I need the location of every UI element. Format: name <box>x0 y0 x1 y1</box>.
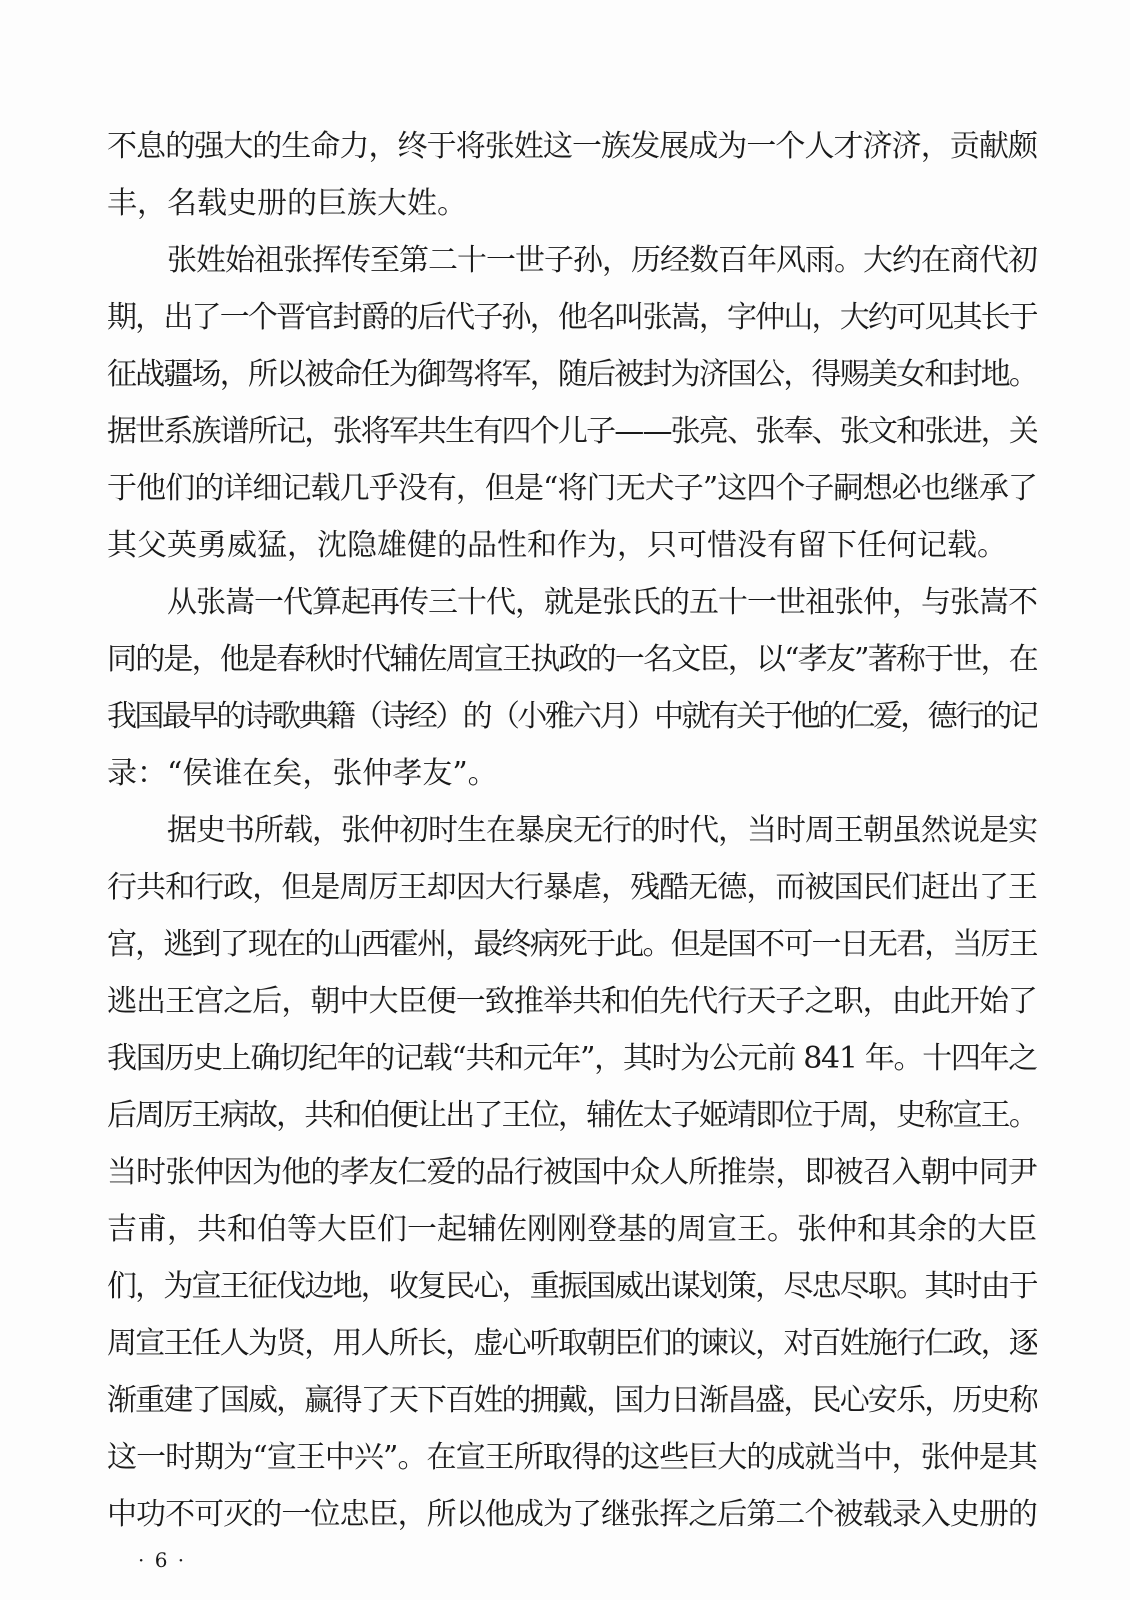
text-line: 张姓始祖张挥传至第二十一世子孙，历经数百年风雨。大约在商代初 <box>167 243 1037 278</box>
paragraph <box>107 118 1037 232</box>
text-line: 我国历史上确切纪年的记载“共和元年”，其时为公元前 841 年。十四年之 <box>107 1041 1037 1076</box>
text-line: 我国最早的诗歌典籍（诗经）的（小雅六月）中就有关于他的仁爱，德行的记 <box>107 699 1037 734</box>
text-line: 们，为宣王征伐边地，收复民心，重振国威出谋划策，尽忠尽职。其时由于 <box>107 1269 1037 1304</box>
text-line: 中功不可灭的一位忠臣，所以他成为了继张挥之后第二个被载录入史册的 <box>107 1497 1037 1532</box>
page-number: · 6 · <box>138 1548 187 1572</box>
text-line: 不息的强大的生命力，终于将张姓这一族发展成为一个人才济济，贡献颇 <box>107 129 1037 164</box>
text-line: 吉甫，共和伯等大臣们一起辅佐刚刚登基的周宣王。张仲和其余的大臣 <box>107 1212 1037 1247</box>
text-line: 这一时期为“宣王中兴”。在宣王所取得的这些巨大的成就当中，张仲是其 <box>107 1440 1037 1475</box>
text-line: 据史书所载，张仲初时生在暴戾无行的时代，当时周王朝虽然说是实 <box>167 813 1037 848</box>
text-line: 征战疆场，所以被命任为御驾将军，随后被封为济国公，得赐美女和封地。 <box>107 357 1037 392</box>
text-line: 宫，逃到了现在的山西霍州，最终病死于此。但是国不可一日无君，当厉王 <box>107 927 1037 962</box>
text-line: 周宣王任人为贤，用人所长，虚心听取朝臣们的谏议，对百姓施行仁政，逐 <box>107 1326 1037 1361</box>
text-line: 录：“侯谁在矣，张仲孝友”。 <box>107 756 498 791</box>
text-line: 据世系族谱所记，张将军共生有四个儿子——张亮、张奉、张文和张进，关 <box>107 414 1037 449</box>
paragraph <box>107 574 1037 802</box>
text-line: 当时张仲因为他的孝友仁爱的品行被国中众人所推崇，即被召入朝中同尹 <box>107 1155 1037 1190</box>
text-line: 逃出王宫之后，朝中大臣便一致推举共和伯先代行天子之职，由此开始了 <box>107 984 1037 1019</box>
text-line: 行共和行政，但是周厉王却因大行暴虐，残酷无德，而被国民们赶出了王 <box>107 870 1037 905</box>
paragraph <box>107 232 1037 574</box>
text-line: 从张嵩一代算起再传三十代，就是张氏的五十一世祖张仲，与张嵩不 <box>167 585 1037 620</box>
text-line: 同的是，他是春秋时代辅佐周宣王执政的一名文臣，以“孝友”著称于世，在 <box>107 642 1037 677</box>
text-line: 于他们的详细记载几乎没有，但是“将门无犬子”这四个子嗣想必也继承了 <box>107 471 1037 506</box>
paragraph <box>107 802 1037 1543</box>
text-line: 其父英勇威猛，沈隐雄健的品性和作为，只可惜没有留下任何记载。 <box>107 528 1007 563</box>
text-line: 渐重建了国威，赢得了天下百姓的拥戴，国力日渐昌盛，民心安乐，历史称 <box>107 1383 1037 1418</box>
text-line: 期，出了一个晋官封爵的后代子孙，他名叫张嵩，字仲山，大约可见其长于 <box>107 300 1037 335</box>
body-text <box>107 118 1037 1543</box>
text-line: 后周厉王病故，共和伯便让出了王位，辅佐太子姬靖即位于周，史称宣王。 <box>107 1098 1037 1133</box>
text-line: 丰，名载史册的巨族大姓。 <box>107 186 467 221</box>
